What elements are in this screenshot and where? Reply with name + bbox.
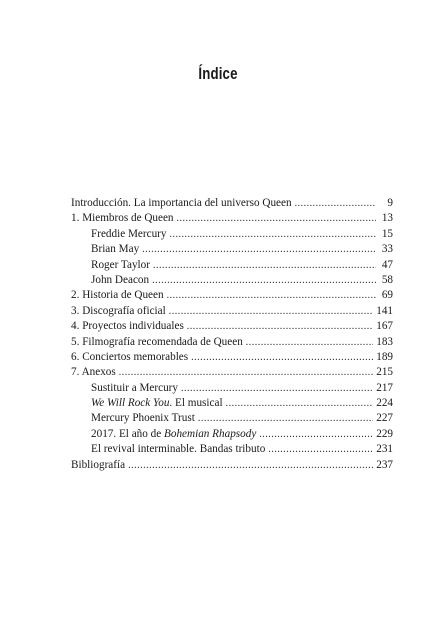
toc-entry-label: 2. Historia de Queen bbox=[71, 289, 164, 302]
toc-entry-page: 47 bbox=[381, 258, 393, 271]
toc-entry-label: Mercury Phoenix Trust bbox=[91, 412, 195, 425]
toc-entry-sustituir-mercury bbox=[71, 381, 393, 396]
dot-leader bbox=[153, 258, 376, 273]
toc-entry-label: 4. Proyectos individuales bbox=[71, 320, 184, 333]
page-title: Índice bbox=[198, 64, 238, 83]
toc-entry-label-italic: We Will Rock You bbox=[91, 397, 170, 410]
toc-entry-label: El revival interminable. Bandas tributo bbox=[91, 443, 266, 456]
dot-leader bbox=[187, 319, 373, 334]
toc-entry-page: 58 bbox=[381, 273, 393, 286]
toc-entry-brian-may bbox=[71, 242, 393, 257]
toc-entry-page: 237 bbox=[376, 458, 393, 471]
toc-entry-label: Roger Taylor bbox=[91, 258, 150, 271]
dot-leader bbox=[128, 458, 373, 473]
toc-entry-roger-taylor bbox=[71, 258, 393, 273]
toc-entry-label-prefix: 2017. El año de bbox=[91, 427, 165, 440]
toc-entry-page: 229 bbox=[376, 427, 393, 440]
toc-entry-label bbox=[91, 427, 256, 442]
toc-entry-label: Brian May bbox=[91, 243, 140, 256]
toc-entry-page: 15 bbox=[381, 227, 393, 240]
toc-entry-page: 231 bbox=[376, 443, 393, 456]
toc-entry-page: 189 bbox=[376, 350, 393, 363]
toc-entry-historia bbox=[71, 288, 393, 303]
toc-entry-mercury-phoenix-trust bbox=[71, 411, 393, 426]
dot-leader bbox=[181, 381, 373, 396]
toc-entry-label: 1. Miembros de Queen bbox=[71, 212, 174, 225]
toc-entry-page: 215 bbox=[376, 366, 393, 379]
dot-leader bbox=[246, 335, 373, 350]
toc-entry-label: Freddie Mercury bbox=[91, 227, 167, 240]
toc-entry-revival bbox=[71, 442, 393, 457]
toc-entry-conciertos bbox=[71, 350, 393, 365]
toc-entry-label: Sustituir a Mercury bbox=[91, 381, 178, 394]
toc-entry-introduccion bbox=[71, 196, 393, 211]
toc-entry-label: Bibliografía bbox=[71, 458, 126, 471]
toc-entry-anexos bbox=[71, 365, 393, 380]
toc-entry-page: 224 bbox=[376, 397, 393, 410]
toc-entry-label: 3. Discografía oficial bbox=[71, 304, 166, 317]
toc-entry-we-will-rock-you bbox=[71, 396, 393, 411]
toc-entry-bibliografia bbox=[71, 458, 393, 473]
dot-leader bbox=[119, 365, 373, 380]
toc-entry-label bbox=[91, 396, 223, 411]
toc-entry-john-deacon bbox=[71, 273, 393, 288]
toc-entry-page: 217 bbox=[376, 381, 393, 394]
toc-entry-page: 13 bbox=[381, 212, 393, 225]
table-of-contents bbox=[71, 196, 393, 473]
toc-entry-label: 7. Anexos bbox=[71, 366, 116, 379]
toc-entry-page: 9 bbox=[387, 197, 393, 209]
toc-entry-label-italic: Bohemian Rhapsody bbox=[164, 427, 257, 440]
dot-leader bbox=[191, 350, 373, 365]
dot-leader bbox=[167, 288, 376, 303]
toc-entry-label: John Deacon bbox=[91, 273, 150, 286]
dot-leader bbox=[198, 411, 373, 426]
toc-entry-filmografia bbox=[71, 335, 393, 350]
toc-entry-label: Introducción. La importancia del universo Queen bbox=[71, 197, 292, 209]
toc-entry-label: 5. Filmografía recomendada de Queen bbox=[71, 335, 243, 348]
toc-entry-freddie-mercury bbox=[71, 227, 393, 242]
toc-entry-page: 141 bbox=[376, 304, 393, 317]
toc-entry-proyectos bbox=[71, 319, 393, 334]
toc-entry-page: 167 bbox=[376, 320, 393, 333]
toc-entry-discografia bbox=[71, 304, 393, 319]
dot-leader bbox=[169, 304, 373, 319]
toc-entry-page: 69 bbox=[381, 289, 393, 302]
toc-entry-label-rest: . El musical bbox=[169, 397, 223, 410]
dot-leader bbox=[152, 273, 376, 288]
dot-leader bbox=[226, 396, 374, 411]
toc-entry-bohemian-rhapsody bbox=[71, 427, 393, 442]
toc-entry-label: 6. Conciertos memorables bbox=[71, 350, 189, 363]
toc-entry-page: 183 bbox=[376, 335, 393, 348]
dot-leader bbox=[170, 227, 377, 242]
toc-entry-page: 227 bbox=[376, 412, 393, 425]
dot-leader bbox=[295, 196, 376, 211]
toc-entry-page: 33 bbox=[381, 243, 393, 256]
dot-leader bbox=[268, 442, 373, 457]
dot-leader bbox=[259, 427, 373, 442]
dot-leader bbox=[142, 242, 376, 257]
toc-entry-miembros bbox=[71, 211, 393, 226]
dot-leader bbox=[177, 211, 376, 226]
